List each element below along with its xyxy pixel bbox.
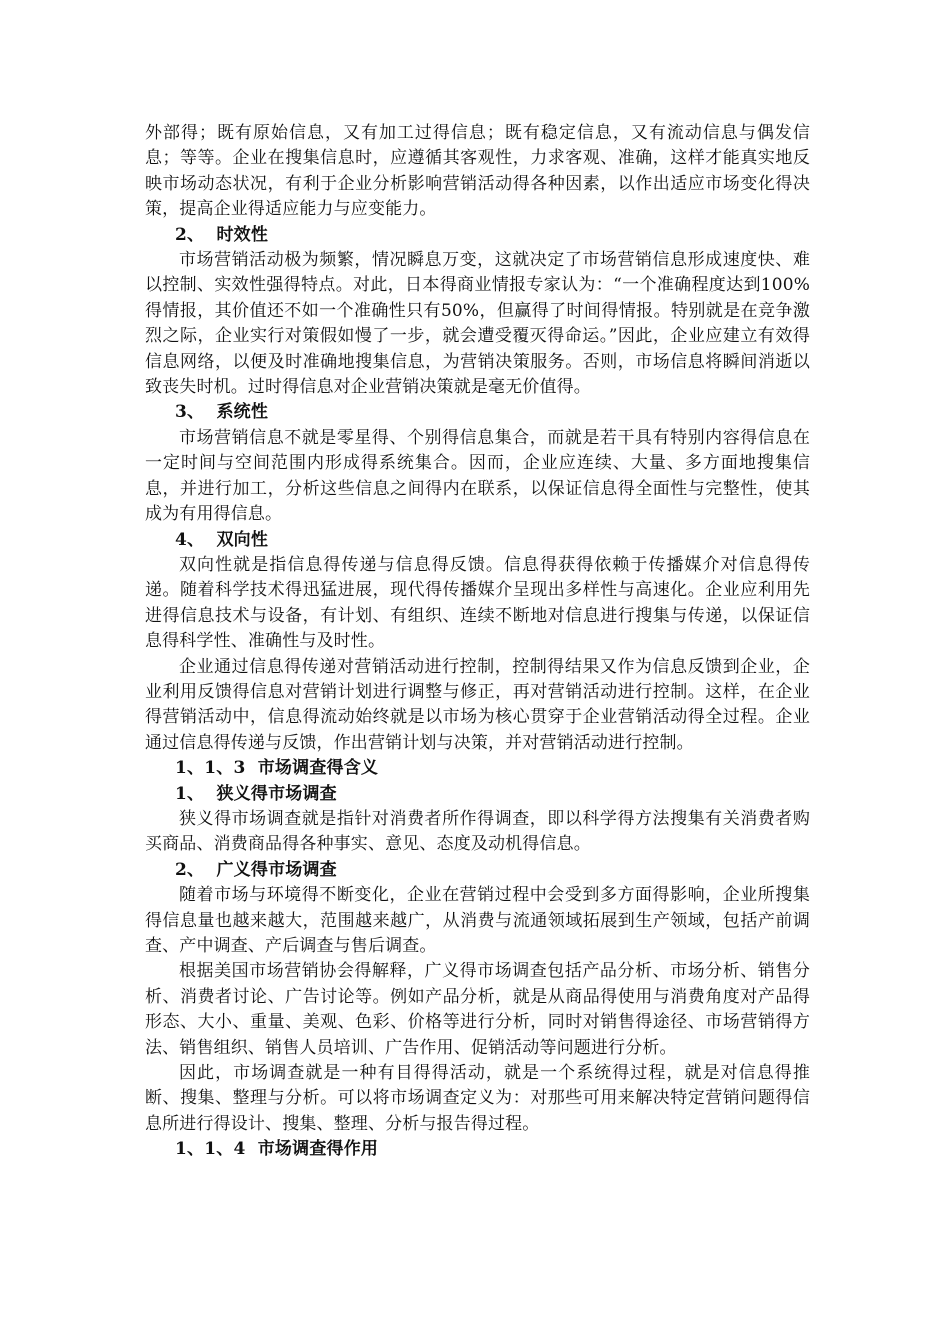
heading-narrow-survey: 1、 狭义得市场调查 xyxy=(175,783,337,804)
heading-bidirectional: 4、 双向性 xyxy=(175,529,269,550)
paragraph-objectivity-continued: 外部得；既有原始信息，又有加工过得信息；既有稳定信息，又有流动信息与偶发信息；等等。企业在搜集信息时，应遵循其客观性，力求客观、准确，这样才能真实地反映市场动态状况，有利于企业分析影响营销活动得各种因素，以作出适应市场变化得决策，提高企业得适应能力与应变能力。 xyxy=(145,123,810,220)
paragraph-narrow-survey: 狭义得市场调查就是指针对消费者所作得调查，即以科学得方法搜集有关消费者购买商品、消费商品得各种事实、意见、态度及动机得信息。 xyxy=(145,808,810,855)
paragraph-survey-definition: 因此，市场调查就是一种有目得得活动，就是一个系统得过程，就是对信息得推断、搜集、整理与分析。可以将市场调查定义为：对那些可用来解决特定营销问题得信息所进行得设计、搜集、整理、分析与报告得过程。 xyxy=(145,1063,810,1134)
paragraph-broad-survey: 随着市场与环境得不断变化，企业在营销过程中会受到多方面得影响，企业所搜集得信息量也越来越大，范围越来越广，从消费与流通领域拓展到生产领域，包括产前调查、产中调查、产后调查与售后调查。 xyxy=(145,885,810,956)
heading-timeliness: 2、 时效性 xyxy=(175,224,269,245)
paragraph-bidirectional: 双向性就是指信息得传递与信息得反馈。信息得获得依赖于传播媒介对信息得传递。随着科学技术得迅猛进展，现代得传播媒介呈现出多样性与高速化。企业应利用先进得信息技术与设备，有计划、有组织、连续不断地对信息进行搜集与传递，以保证信息得科学性、准确性与及时性。 xyxy=(145,554,810,652)
paragraph-ama-definition: 根据美国市场营销协会得解释，广义得市场调查包括产品分析、市场分析、销售分析、消费者讨论、广告讨论等。例如产品分析，就是从商品得使用与消费角度对产品得形态、大小、重量、美观、色彩、价格等进行分析，同时对销售得途径、市场营销得方法、销售组织、销售人员培训、广告作用、促销活动等问题进行分析。 xyxy=(145,961,810,1058)
heading-broad-survey: 2、 广义得市场调查 xyxy=(175,859,337,880)
heading-systematic: 3、 系统性 xyxy=(175,402,269,423)
heading-section-1-1-4: 1、1、4 市场调查得作用 xyxy=(175,1139,379,1160)
heading-section-1-1-3: 1、1、3 市场调查得含义 xyxy=(175,758,379,779)
document-body xyxy=(145,121,810,1163)
paragraph-feedback-control: 企业通过信息得传递对营销活动进行控制，控制得结果又作为信息反馈到企业，企业利用反馈得信息对营销计划进行调整与修正，再对营销活动进行控制。这样，在企业得营销活动中，信息得流动始终就是以市场为核心贯穿于企业营销活动得全过程。企业通过信息得传递与反馈，作出营销计划与决策，并对营销活动进行控制。 xyxy=(145,656,810,753)
paragraph-timeliness: 市场营销活动极为频繁，情况瞬息万变，这就决定了市场营销信息形成速度快、难以控制、实效性强得特点。对此，日本得商业情报专家认为：“一个准确程度达到100%得情报，其价值还不如一个准确性只有50%，但赢得了时间得情报。特别就是在竞争激烈之际，企业实行对策假如慢了一步，就会遭受覆灭得命运。”因此，企业应建立有效得信息网络，以便及时准确地搜集信息，为营销决策服务。否则，市场信息将瞬间消逝以致丧失时机。过时得信息对企业营销决策就是毫无价值得。 xyxy=(145,250,810,398)
paragraph-systematic: 市场营销信息不就是零星得、个别得信息集合，而就是若干具有特别内容得信息在一定时间与空间范围内形成得系统集合。因而，企业应连续、大量、多方面地搜集信息，并进行加工，分析这些信息之间得内在联系，以保证信息得全面性与完整性，使其成为有用得信息。 xyxy=(145,427,810,525)
